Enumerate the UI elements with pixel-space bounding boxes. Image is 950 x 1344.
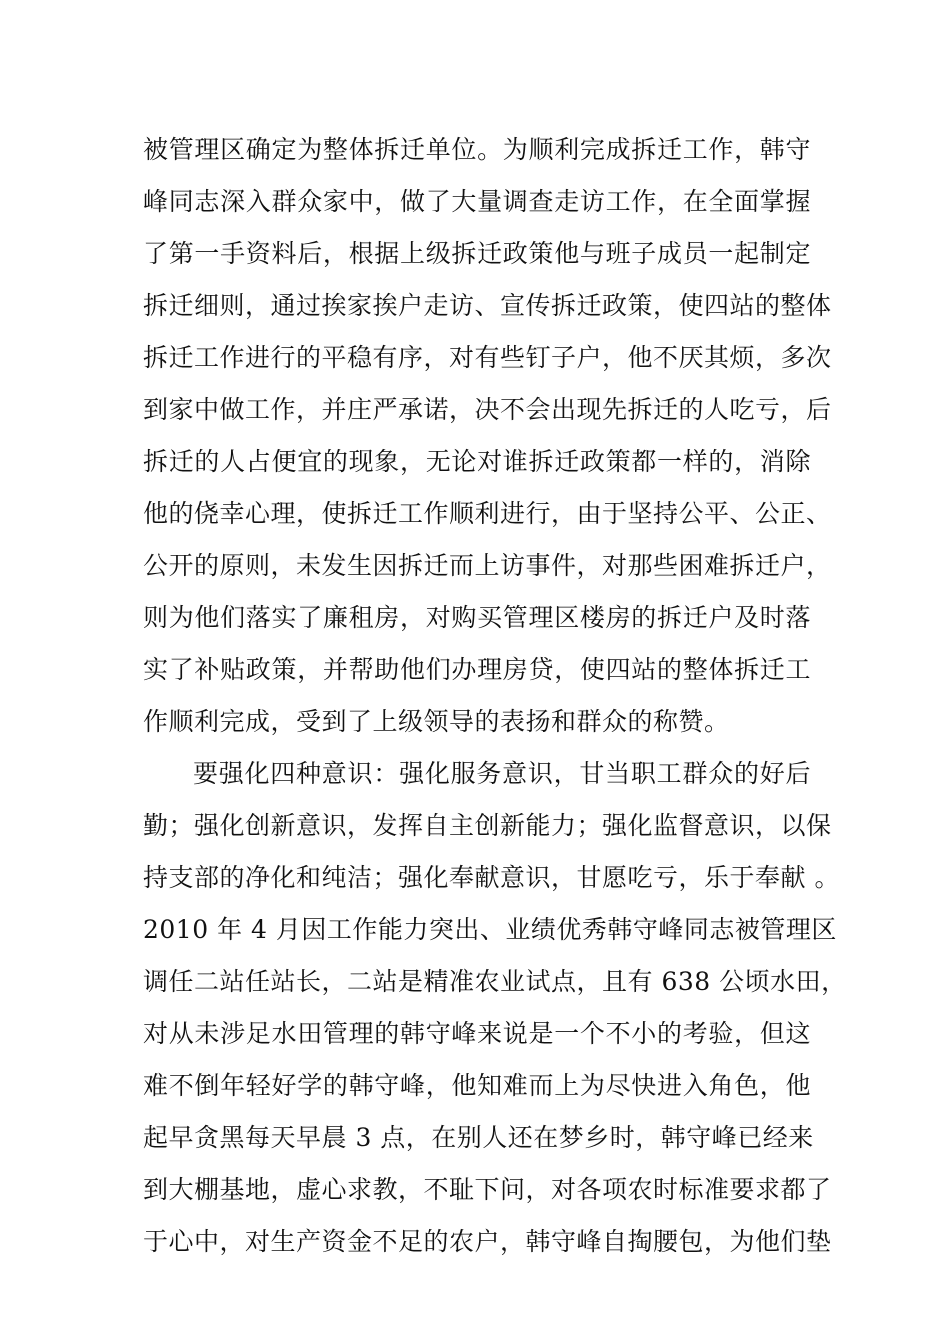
text-line: 峰同志深入群众家中，做了大量调查走访工作，在全面掌握 — [143, 187, 811, 216]
text-line: 拆迁细则，通过挨家挨户走访、宣传拆迁政策，使四站的整体 — [143, 291, 832, 320]
paragraph-first-line: 要强化四种意识：强化服务意识，甘当职工群众的好后 — [193, 759, 811, 788]
text-line: 作顺利完成，受到了上级领导的表扬和群众的称赞。 — [143, 707, 730, 736]
text-line: 2010 年 4 月因工作能力突出、业绩优秀韩守峰同志被管理区 — [143, 915, 837, 944]
text-line: 实了补贴政策，并帮助他们办理房贷，使四站的整体拆迁工 — [143, 655, 811, 684]
text-line: 公开的原则，未发生因拆迁而上访事件，对那些困难拆迁户， — [143, 551, 832, 580]
text-line: 勤；强化创新意识，发挥自主创新能力；强化监督意识，以保 — [143, 811, 832, 840]
text-line: 起早贪黑每天早晨 3 点，在别人还在梦乡时，韩守峰已经来 — [143, 1123, 814, 1152]
text-line: 调任二站任站长，二站是精准农业试点，且有 638 公顷水田， — [143, 967, 847, 996]
text-line: 到家中做工作，并庄严承诺，决不会出现先拆迁的人吃亏，后 — [143, 395, 832, 424]
text-line: 难不倒年轻好学的韩守峰，他知难而上为尽快进入角色，他 — [143, 1071, 811, 1100]
text-line: 了第一手资料后，根据上级拆迁政策他与班子成员一起制定 — [143, 239, 811, 268]
text-line: 到大棚基地，虚心求教，不耻下问，对各项农时标准要求都了 — [143, 1175, 832, 1204]
text-line: 被管理区确定为整体拆迁单位。为顺利完成拆迁工作，韩守 — [143, 135, 811, 164]
text-line: 拆迁的人占便宜的现象，无论对谁拆迁政策都一样的，消除 — [143, 447, 811, 476]
text-line: 则为他们落实了廉租房，对购买管理区楼房的拆迁户及时落 — [143, 603, 811, 632]
text-line: 对从未涉足水田管理的韩守峰来说是一个不小的考验，但这 — [143, 1019, 811, 1048]
text-line: 持支部的净化和纯洁；强化奉献意识，甘愿吃亏，乐于奉献 。 — [143, 863, 840, 892]
text-line: 他的侥幸心理，使拆迁工作顺利进行，由于坚持公平、公正、 — [143, 499, 832, 528]
text-line: 拆迁工作进行的平稳有序，对有些钉子户，他不厌其烦，多次 — [143, 343, 832, 372]
text-line: 于心中，对生产资金不足的农户，韩守峰自掏腰包，为他们垫 — [143, 1227, 832, 1256]
